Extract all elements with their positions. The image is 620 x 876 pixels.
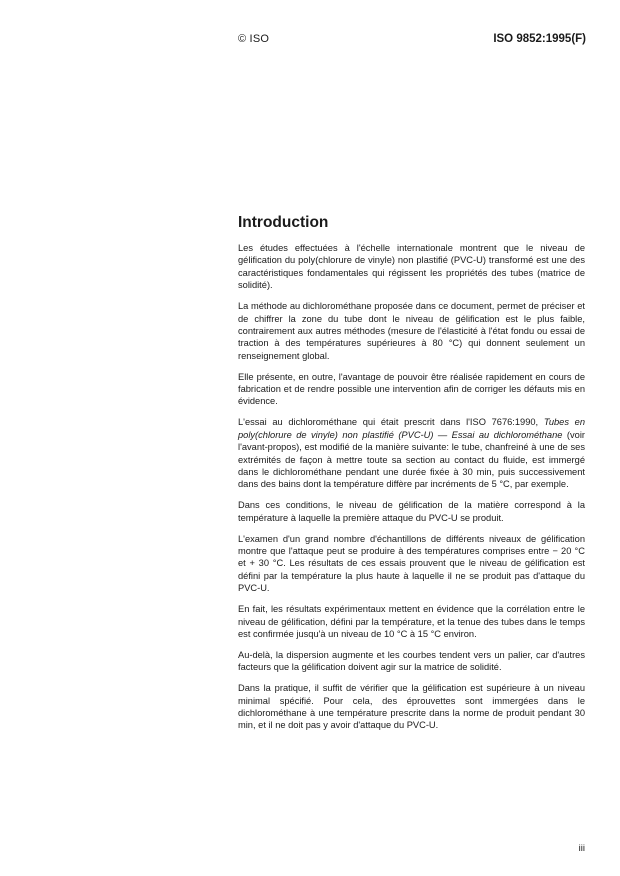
- referenced-standard-title: Tubes en poly(chlorure de vinyle) non plastifié (PVC-U) — Essai au dichlorométhane: [238, 417, 585, 440]
- paragraph-test-modification-end: (voir l'avant-propos), est modifié de la manière suivante: le tube, chanfreiné à une de ses extrémités de façon à mettre toute sa section au contact du fluide, est immergé dans le dichlorométhane pendant une durée fixée à 30 min, puis successivement dans des bains dont la température diffère par incréments de 5 °C, par exemple.: [238, 429, 585, 490]
- paragraph-dichloromethane-method: La méthode au dichlorométhane proposée dans ce document, permet de préciser et de chiffrer la zone du tube dont le niveau de gélification est le plus faible, contrairement aux autres méthodes (mesure de l'élasticité à l'état fondu ou essai de traction à des températures supérieures à 80 °C) qui donnent seulement un renseignement global.: [238, 301, 585, 361]
- paragraph-sample-examination: L'examen d'un grand nombre d'échantillons de différents niveaux de gélification montre que l'attaque peut se produire à des températures comprises entre − 20 °C et + 30 °C. Les résultats de ces essais prouvent que le niveau de gélification est défini par la température la plus haute à laquelle il ne se produit pas d'attaque du PVC-U.: [238, 533, 585, 594]
- page-number: iii: [578, 843, 585, 854]
- paragraph-test-modification: [238, 416, 585, 490]
- paragraph-gelification-studies: Les études effectuées à l'échelle internationale montrent que le niveau de gélification du poly(chlorure de vinyle) non plastifié (PVC-U) transformé est une des caractéristiques fondamentales qui régissent les propriétés des tubes (matrice de solidité).: [238, 243, 585, 291]
- paragraph-advantage: Elle présente, en outre, l'avantage de pouvoir être réalisée rapidement en cours de fabrication et de rendre possible une intervention afin de corriger les défauts mis en évidence.: [238, 371, 585, 407]
- introduction-body: [238, 242, 585, 740]
- paragraph-test-modification-start: L'essai au dichlorométhane qui était prescrit dans l'ISO 7676:1990,: [238, 417, 544, 428]
- standard-identifier: ISO 9852:1995(F): [493, 33, 586, 45]
- paragraph-test-conditions: Dans ces conditions, le niveau de gélification de la matière correspond à la température à laquelle la première attaque du PVC-U se produit.: [238, 500, 585, 523]
- copyright-notice: © ISO: [238, 33, 270, 45]
- paragraph-dispersion: Au-delà, la dispersion augmente et les courbes tendent vers un palier, car d'autres facteurs que la gélification doivent agir sur la matrice de solidité.: [238, 649, 585, 673]
- paragraph-experimental-results: En fait, les résultats expérimentaux mettent en évidence que la corrélation entre le niveau de gélification, défini par la température, et la tenue des tubes dans le temps est confirmée jusqu'à un niveau de 10 °C à 15 °C environ.: [238, 604, 585, 639]
- paragraph-practice: Dans la pratique, il suffit de vérifier que la gélification est supérieure à un niveau minimal spécifié. Pour cela, des éprouvettes sont immergées dans le dichlorométhane à une température prescrite dans la norme de produit pendant 30 min, et il ne doit pas y avoir d'attaque du PVC-U.: [238, 683, 585, 731]
- section-title: Introduction: [238, 214, 329, 231]
